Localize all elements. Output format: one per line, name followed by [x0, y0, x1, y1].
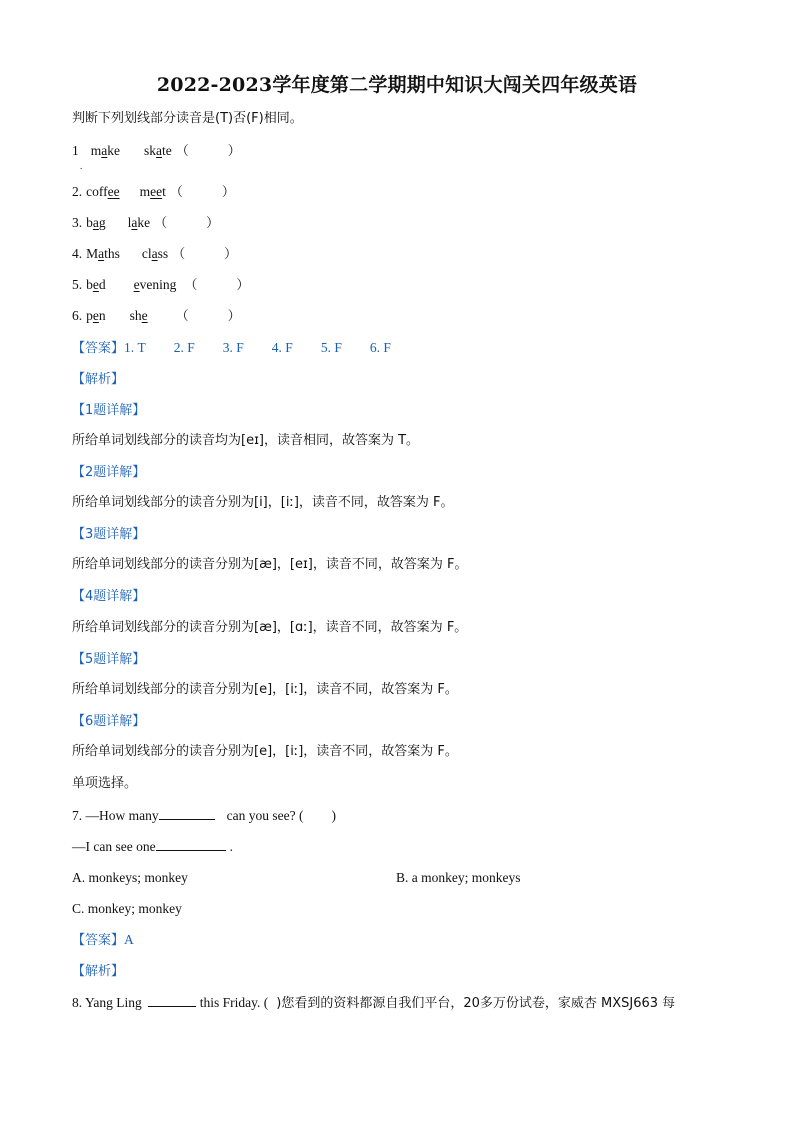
option-a: A. monkeys; monkey	[72, 870, 188, 885]
answer-paren: （ ）	[169, 185, 235, 200]
decorative-dot: .	[80, 161, 83, 171]
word-1: coffee	[86, 184, 120, 199]
answer-tag: 【答案】	[72, 341, 125, 356]
detail-2-text: 所给单词划线部分的读音分别为[i]，[iː]，读音不同，故答案为 F。	[72, 495, 454, 510]
word-2: meet	[139, 184, 166, 199]
word-2: skate	[144, 143, 172, 158]
answer-paren: （ ）	[175, 144, 241, 159]
question-2: 2. coffee meet （ ）	[72, 184, 235, 200]
question-6: 6. pen she （ ）	[72, 308, 241, 324]
question-7-analysis: 【解析】	[72, 964, 125, 979]
detail-4-text: 所给单词划线部分的读音分别为[æ]，[ɑː]，读音不同，故答案为 F。	[72, 620, 468, 635]
word-2: class	[141, 246, 169, 261]
detail-1-text: 所给单词划线部分的读音均为[eɪ]，读音相同，故答案为 T。	[72, 433, 420, 448]
word-1: make	[90, 143, 121, 158]
answer-1: 1. T	[124, 340, 146, 355]
word-1: bed	[86, 277, 106, 292]
detail-1-tag: 【1题详解】	[72, 403, 146, 418]
word-2: evening	[133, 277, 177, 292]
question-7-answer: 【答案】A	[72, 932, 134, 948]
question-3: 3. bag lake （ ）	[72, 215, 220, 231]
detail-3-text: 所给单词划线部分的读音分别为[æ]，[eɪ]，读音不同，故答案为 F。	[72, 557, 468, 572]
section1-instruction: 判断下列划线部分读音是(T)否(F)相同。	[72, 111, 303, 126]
detail-6-text: 所给单词划线部分的读音分别为[e]，[iː]，读音不同，故答案为 F。	[72, 744, 458, 759]
answer-paren: （ ）	[184, 278, 250, 293]
fill-blank	[156, 838, 226, 851]
answer-paren: （ ）	[154, 216, 220, 231]
word-1: Maths	[86, 246, 120, 261]
detail-5-tag: 【5题详解】	[72, 652, 146, 667]
analysis-heading: 【解析】	[72, 372, 125, 387]
detail-4-tag: 【4题详解】	[72, 589, 146, 604]
answer-paren: （ ）	[175, 309, 241, 324]
detail-5-text: 所给单词划线部分的读音分别为[e]，[iː]，读音不同，故答案为 F。	[72, 682, 458, 697]
detail-6-tag: 【6题详解】	[72, 714, 146, 729]
fill-blank	[148, 994, 196, 1007]
word-2: lake	[127, 215, 151, 230]
answer-5: 5. F	[320, 340, 342, 355]
detail-2-tag: 【2题详解】	[72, 465, 146, 480]
question-8: 8. Yang Ling this Friday. ( )您看到的资料都源自我们平台，20多万份试卷，家威杏 MXSJ663 每	[72, 995, 676, 1011]
question-4: 4. Maths class （ ）	[72, 246, 238, 262]
word-1: pen	[86, 308, 106, 323]
option-b: B. a monkey; monkeys	[396, 870, 521, 885]
answer-6: 6. F	[369, 340, 391, 355]
fill-blank	[159, 807, 215, 820]
question-5: 5. bed evening （ ）	[72, 277, 250, 293]
word-1: bag	[86, 215, 106, 230]
answer-line	[72, 339, 391, 358]
detail-3-tag: 【3题详解】	[72, 527, 146, 542]
section2-instruction: 单项选择。	[72, 776, 138, 791]
option-c: C. monkey; monkey	[72, 901, 182, 916]
question-7-line2: —I can see one .	[72, 839, 233, 854]
question-number: 1	[72, 143, 79, 158]
answer-3: 3. F	[222, 340, 244, 355]
page-title: 2022-2023学年度第二学期期中知识大闯关四年级英语	[156, 74, 638, 96]
answer-paren: （ ）	[172, 247, 238, 262]
answer-2: 2. F	[173, 340, 195, 355]
answer-4: 4. F	[271, 340, 293, 355]
question-7-line1: 7. —How many can you see? ( )	[72, 808, 336, 823]
word-2: she	[129, 308, 148, 323]
question-1	[72, 142, 241, 161]
